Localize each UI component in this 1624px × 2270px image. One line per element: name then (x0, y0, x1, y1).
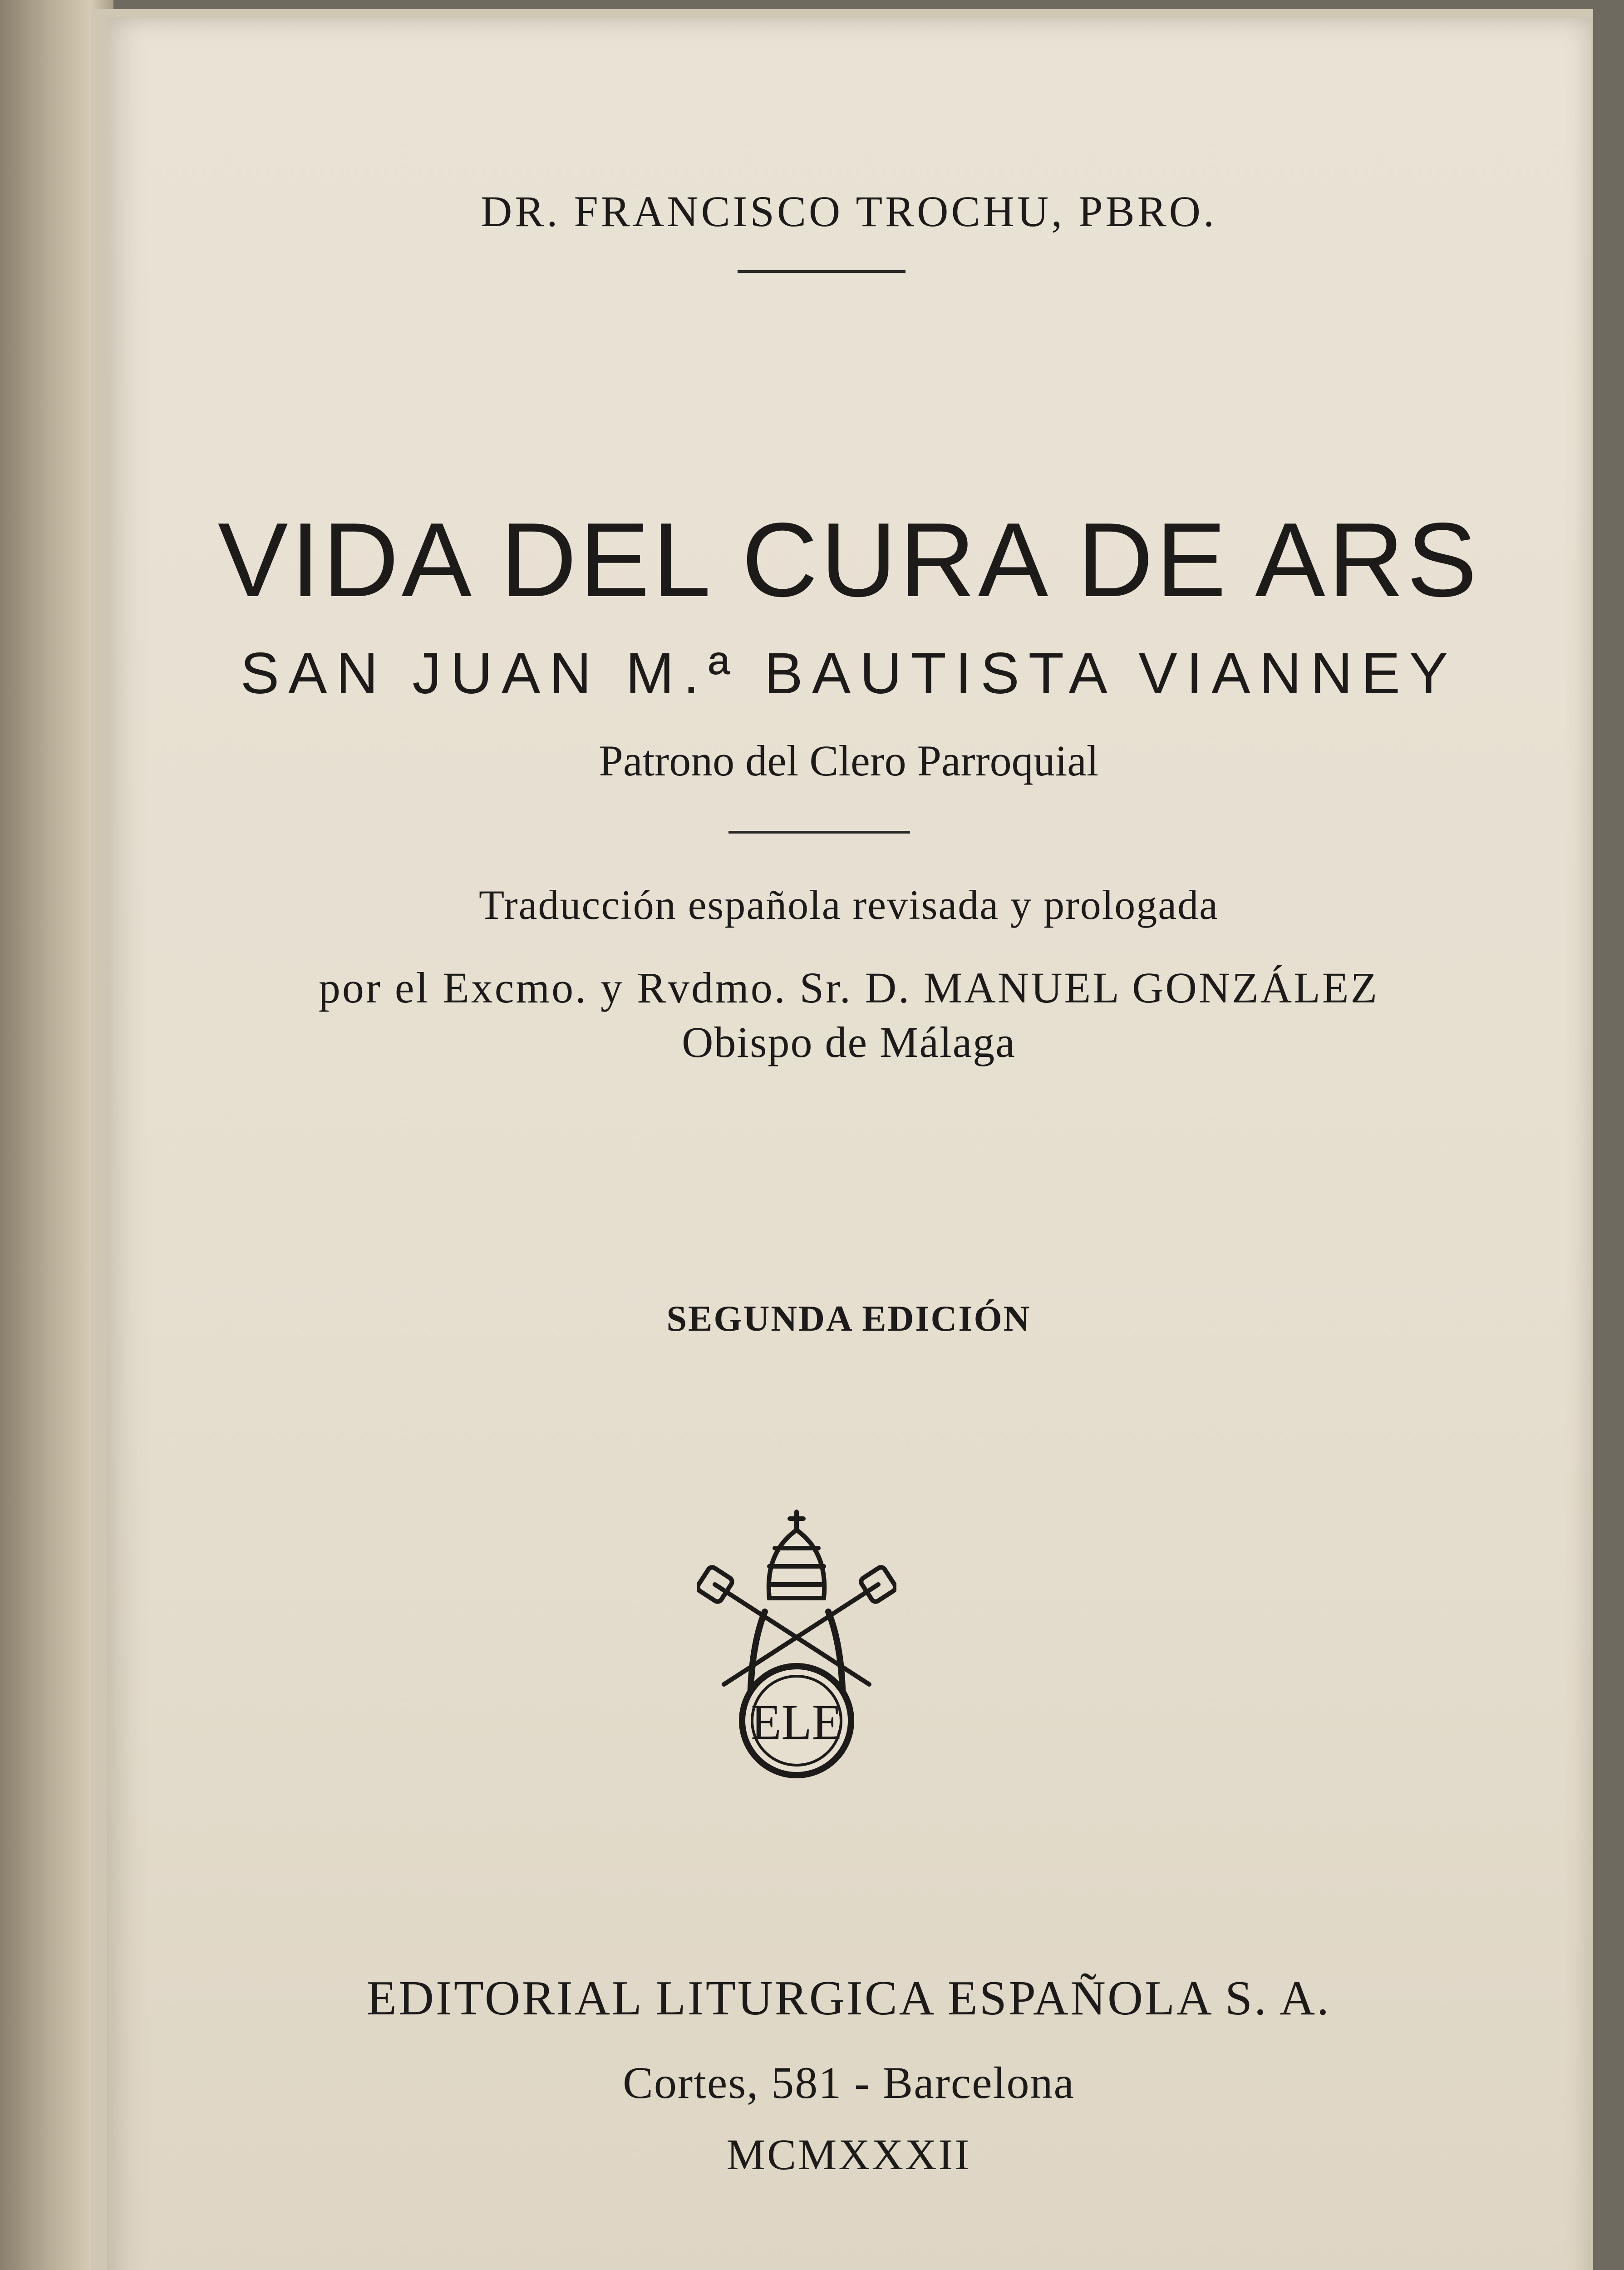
book-subtitle: SAN JUAN M.ª BAUTISTA VIANNEY (240, 641, 1457, 706)
divider-rule (728, 831, 910, 834)
translation-line-1: Traducción española revisada y prologada (479, 882, 1219, 928)
emblem-monogram: ELE (751, 1694, 842, 1750)
translation-line-2: por el Excmo. y Rvdmo. Sr. D. MANUEL GONZÁLEZ (318, 963, 1379, 1012)
publication-year: MCMXXXII (726, 2130, 971, 2179)
publisher-name: EDITORIAL LITURGICA ESPAÑOLA S. A. (366, 1971, 1331, 2025)
papal-tiara-crossed-keys-emblem-icon (697, 1494, 896, 1793)
publisher-address: Cortes, 581 - Barcelona (623, 2058, 1075, 2108)
divider-rule (738, 270, 906, 273)
title-page (107, 18, 1591, 2270)
book-title: VIDA DEL CURA DE ARS (217, 501, 1480, 619)
author-line: DR. FRANCISCO TROCHU, PBRO. (481, 187, 1217, 236)
translation-line-3: Obispo de Málaga (682, 1018, 1016, 1066)
patron-line: Patrono del Clero Parroquial (599, 736, 1099, 785)
edition-label: SEGUNDA EDICIÓN (666, 1299, 1031, 1339)
